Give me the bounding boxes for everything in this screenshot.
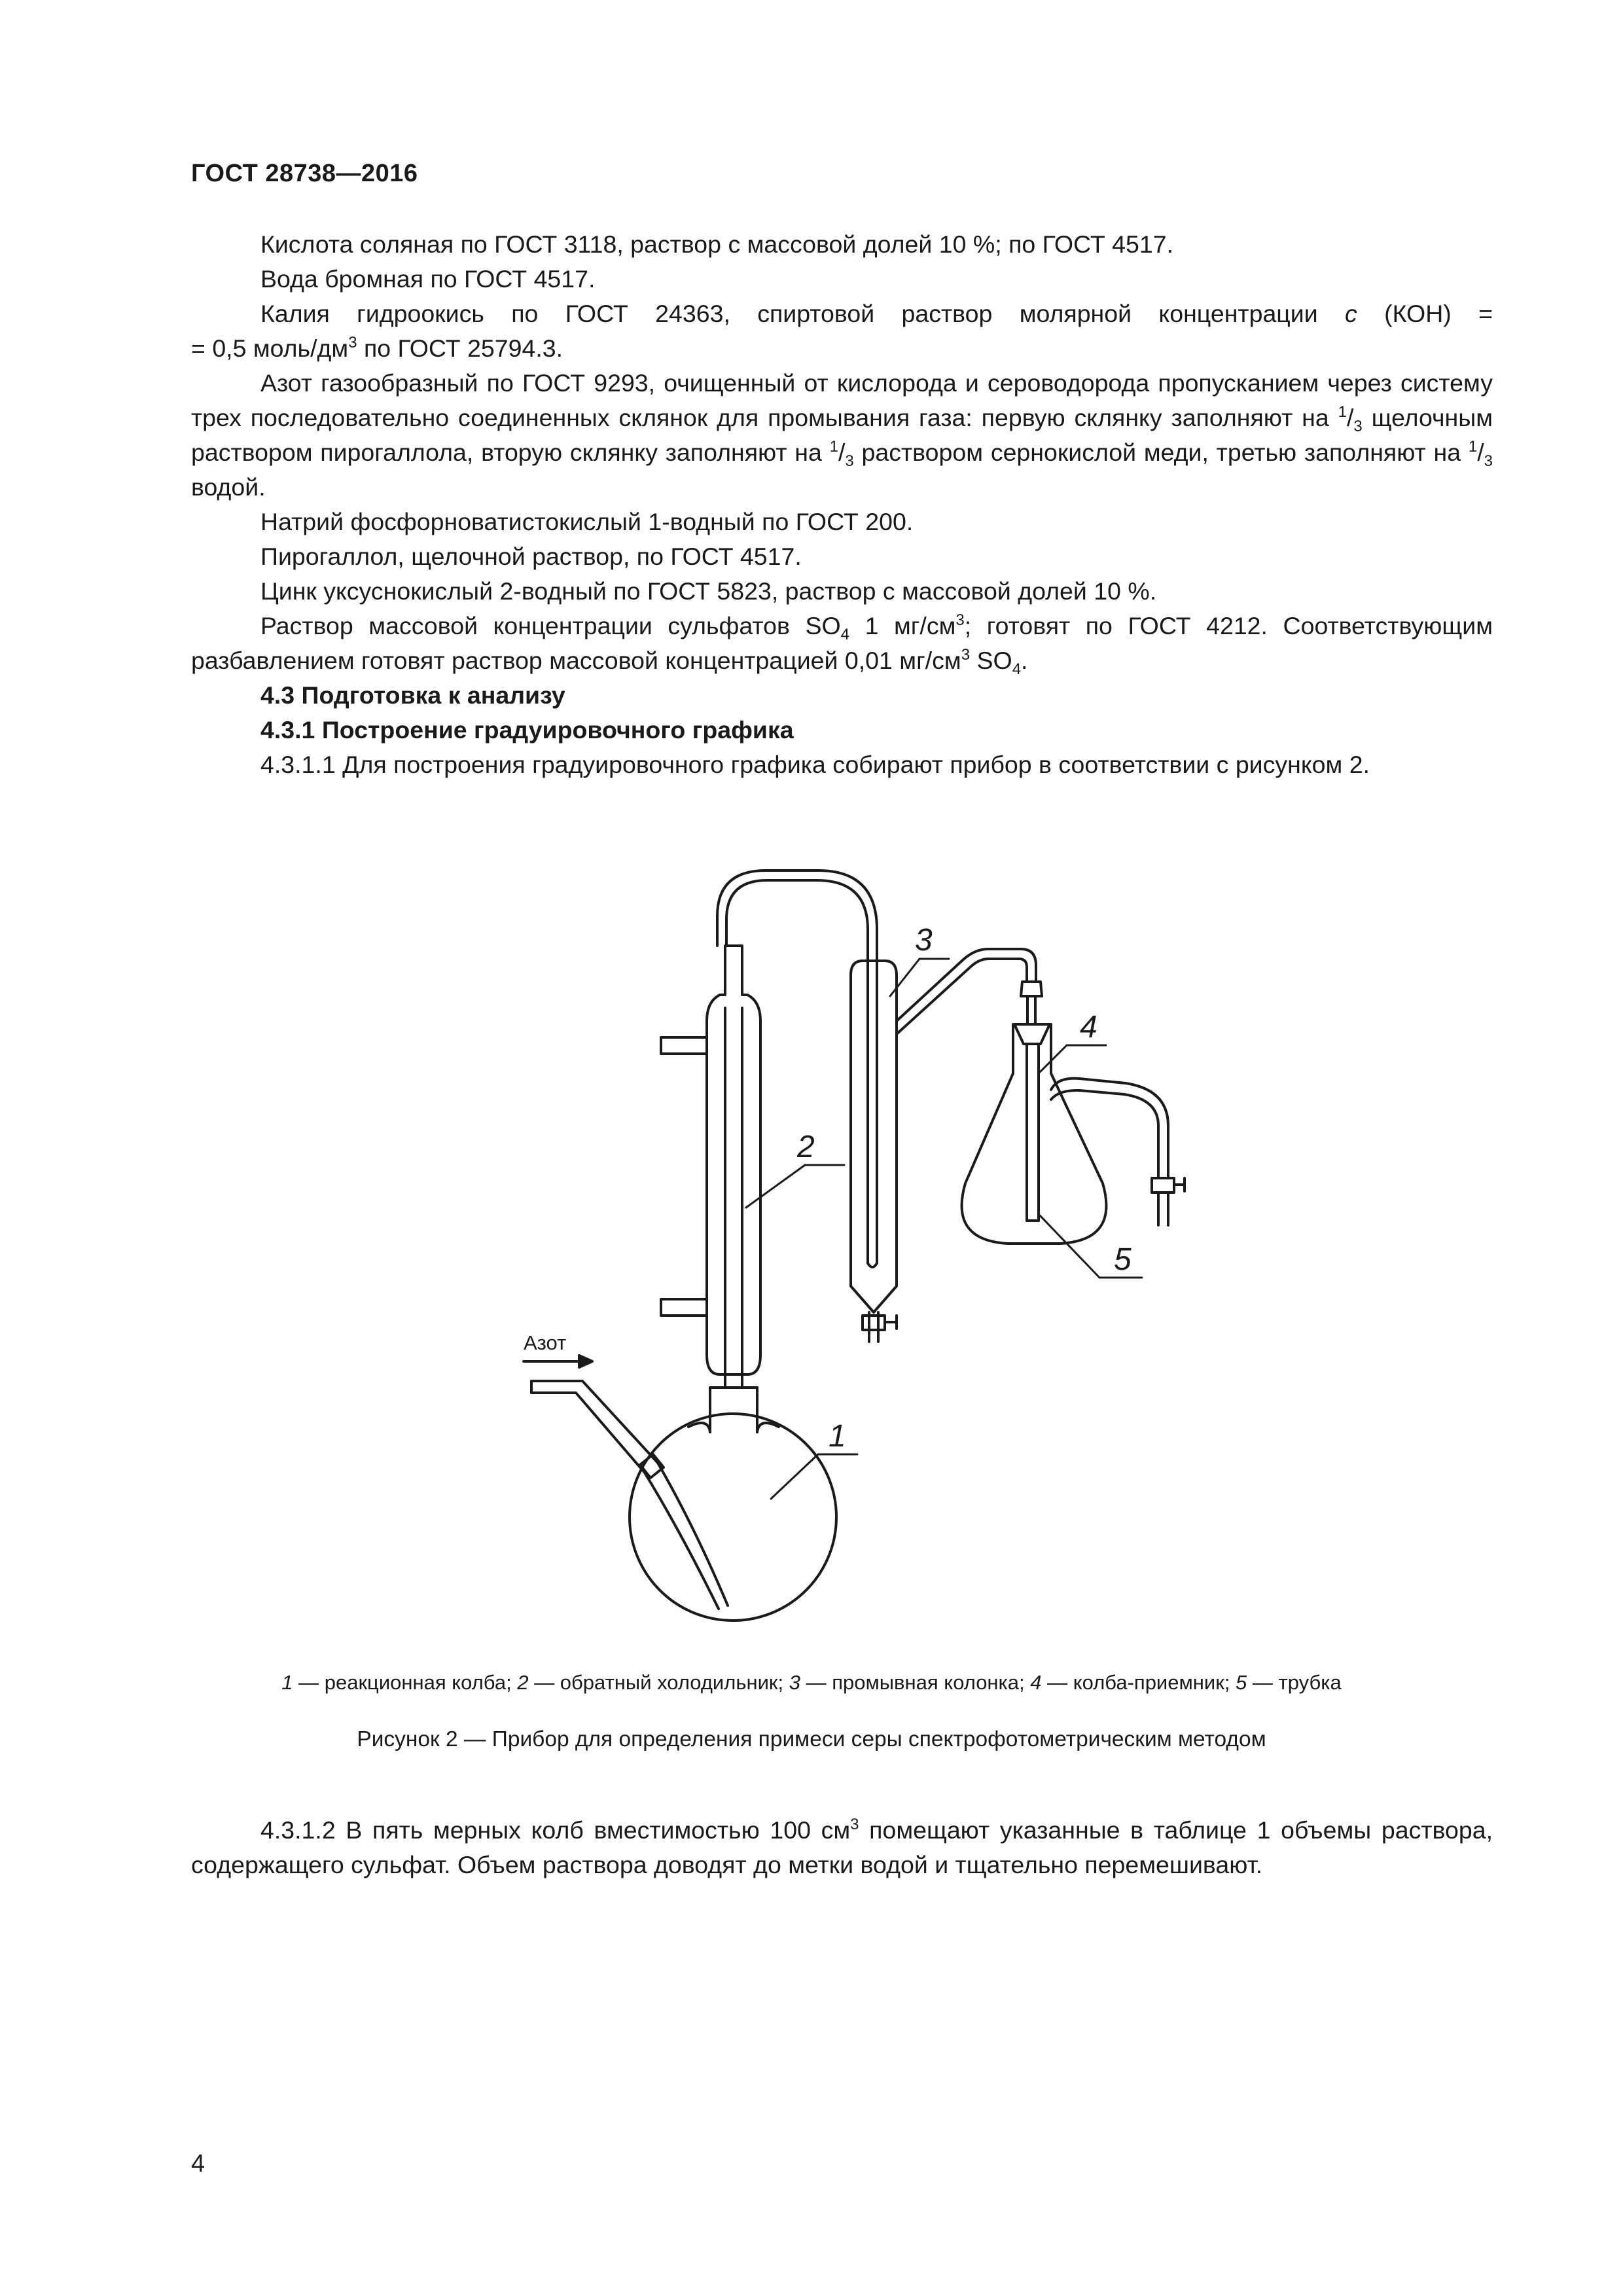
nitrogen-arrow — [524, 1355, 592, 1367]
leader-line-5 — [1039, 1214, 1099, 1278]
figure-label-4: 4 — [1080, 1010, 1097, 1045]
para-4-3-1-1: 4.3.1.1 Для построения градуировочного графика собирают прибор в соответствии с рисунком 2. — [260, 751, 1370, 778]
reagent-sodium: Натрий фосфорноватистокислый 1-водный по ГОСТ 200. — [260, 508, 914, 535]
reagent-zinc: Цинк уксуснокислый 2-водный по ГОСТ 5823, раствор с массовой долей 10 %. — [260, 577, 1157, 605]
receiver-tube — [1027, 1044, 1039, 1221]
section-4-3-1-heading: 4.3.1 Построение градуировочного графика — [260, 716, 794, 744]
figure-label-3: 3 — [915, 923, 933, 958]
reagent-bromine-water: Вода бромная по ГОСТ 4517. — [260, 265, 596, 293]
leader-line-4 — [1039, 1045, 1067, 1073]
figure-label-2: 2 — [797, 1130, 815, 1164]
receiver-flask — [962, 1024, 1107, 1244]
figure-label-nitrogen: Азот — [524, 1331, 567, 1354]
page-number: 4 — [191, 2150, 205, 2178]
section-4-3-heading: 4.3 Подготовка к анализу — [260, 681, 565, 709]
leader-line-2 — [746, 1165, 805, 1208]
leader-line-1 — [771, 1454, 818, 1499]
reagent-koh-line2: = 0,5 моль/$дм^3$ по ГОСТ 25794.3. — [191, 334, 563, 362]
reflux-condenser — [661, 946, 760, 1388]
reagent-nitrogen: Азот газообразный по ГОСТ 9293, очищенный от кислорода и сероводорода пропусканием через систему трех последовательно соединенных склянок для промывания газа: первую склянку заполняют на $^1/_3$ щелочным раствором пирогаллола, вторую склянку заполняют на $^1/_3$ раствором сернокислой меди, третью заполняют на $^1/_3$ водой. — [191, 369, 1493, 501]
figure-label-1: 1 — [829, 1419, 846, 1454]
figure-caption: Рисунок 2 — Прибор для определения примеси серы спектрофотометрическим методом — [357, 1727, 1266, 1751]
reagent-sulfate: Раствор массовой концентрации сульфатов $SO_4$ 1 $мг/см^3$; готовят по ГОСТ 4212. Соответствующим разбавлением готовят раствор массовой концентрацией 0,01 $мг/см^3$ $SO_4$. — [191, 611, 1493, 678]
receiver-side-arm — [1051, 1079, 1185, 1225]
figure-label-5: 5 — [1114, 1242, 1132, 1277]
reagent-hcl: Кислота соляная по ГОСТ 3118, раствор с массовой долей 10 %; по ГОСТ 4517. — [260, 230, 1174, 258]
para-4-3-1-2: 4.3.1.2 В пять мерных колб вместимостью 100 $см^3$ помещают указанные в таблице 1 объемы раствора, содержащего сульфат. Объем раствора доводят до метки водой и тщательно перемешивают. — [191, 1816, 1493, 1878]
receiver-stopper — [1014, 982, 1050, 1044]
reaction-flask — [630, 1388, 836, 1621]
wash-column — [851, 961, 897, 1342]
document-header: ГОСТ 28738—2016 — [191, 160, 418, 187]
figure-legend: 1 — реакционная колба; 2 — обратный холодильник; 3 — промывная колонка; 4 — колба-приемник; 5 — трубка — [281, 1671, 1342, 1694]
nitrogen-inlet-tube — [531, 1381, 728, 1609]
reagent-pyrogallol: Пирогаллол, щелочной раствор, по ГОСТ 4517. — [260, 543, 802, 570]
reagent-koh-line1: Калия гидроокись по ГОСТ 24363, спиртовой раствор молярной концентрации c (КОН) = — [260, 300, 1493, 327]
